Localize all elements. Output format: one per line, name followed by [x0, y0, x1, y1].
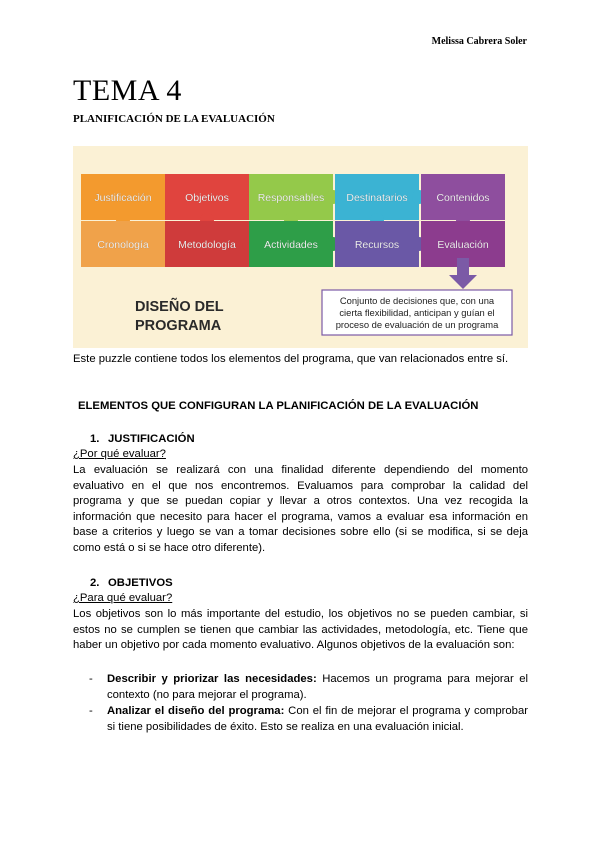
definition-line-1: Conjunto de decisiones que, con una	[339, 295, 495, 306]
puzzle-piece	[165, 174, 256, 227]
bullet-dash: -	[89, 673, 93, 685]
puzzle-piece	[335, 221, 426, 267]
section-heading: ELEMENTOS QUE CONFIGURAN LA PLANIFICACIÓN DE LA EVALUACIÓN	[78, 400, 479, 412]
question-justificacion: ¿Por qué evaluar?	[73, 448, 166, 460]
puzzle-piece	[421, 174, 505, 227]
puzzle-caption: Este puzzle contiene todos los elementos del programa, que van relacionados entre sí.	[73, 353, 509, 365]
puzzle-figure	[73, 146, 528, 348]
puzzle-piece-label: Contenidos	[436, 192, 490, 204]
list-item	[89, 704, 528, 735]
puzzle-piece-label: Destinatarios	[346, 192, 408, 204]
question-objetivos: ¿Para qué evaluar?	[73, 592, 173, 604]
puzzle-piece-label: Objetivos	[185, 192, 229, 204]
puzzle-piece-label: Metodología	[178, 239, 236, 251]
definition-line-2: cierta flexibilidad, anticipan y guían el	[339, 307, 495, 318]
puzzle-piece-label: Responsables	[257, 192, 325, 204]
heading-objetivos	[90, 577, 173, 589]
puzzle-piece	[81, 174, 172, 227]
heading-justificacion	[90, 433, 195, 445]
program-label-line1: DISEÑO DEL	[135, 299, 224, 315]
bullet-text: Con el fin de mejorar el programa y comprobar si tiene posibilidades de éxito. Esto se realiza en una evaluación inicial.	[107, 705, 528, 733]
heading-text: JUSTIFICACIÓN	[108, 433, 195, 445]
puzzle-piece	[335, 174, 426, 227]
puzzle-piece-label: Actividades	[264, 239, 318, 251]
bullet-term: Analizar el diseño del programa:	[107, 705, 285, 717]
heading-number: 1.	[90, 433, 100, 445]
program-label-line2: PROGRAMA	[135, 318, 222, 334]
puzzle-piece	[81, 221, 172, 267]
bullet-text: Hacemos un programa para mejorar el contexto (no para mejorar el programa).	[107, 673, 528, 701]
bullet-term: Describir y priorizar las necesidades:	[107, 673, 317, 685]
puzzle-piece-label: Cronología	[97, 239, 149, 251]
puzzle-piece	[165, 221, 256, 267]
puzzle-piece-label: Recursos	[354, 239, 400, 251]
heading-number: 2.	[90, 577, 100, 589]
page-title: TEMA 4	[73, 74, 182, 107]
page-subtitle: PLANIFICACIÓN DE LA EVALUACIÓN	[73, 113, 275, 125]
body-justificacion: La evaluación se realizará con una finalidad diferente dependiendo del momento evaluativo en el que nos encontremos. Evaluamos para comprobar la calidad del programa y que se puedan copiar y llevar a otros contextos. Una vez recogida la información que necesito para hacer el programa, vamos a evaluar esa información en base a criterios y luego se van a tomar decisiones sobre ello (si se modifica, si se deja como está o si se hace otro diferente).	[73, 464, 528, 554]
list-item	[89, 672, 528, 703]
puzzle-piece-label: Evaluación	[437, 239, 489, 251]
puzzle-piece-label: Justificación	[94, 192, 152, 204]
author-name: Melissa Cabrera Soler	[431, 36, 527, 47]
heading-text: OBJETIVOS	[108, 577, 173, 589]
definition-line-3: proceso de evaluación de un programa	[335, 319, 499, 330]
puzzle-piece	[249, 174, 340, 227]
puzzle-piece	[249, 221, 340, 267]
body-objetivos: Los objetivos son lo más importante del estudio, los objetivos no se pueden cambiar, si estos no se cumplen se tienen que cambiar las actividades, metodología, etc. Tiene que haber un objetivo por cada momento evaluativo. Algunos objetivos de la evaluación son:	[73, 608, 528, 651]
bullet-dash: -	[89, 705, 93, 717]
